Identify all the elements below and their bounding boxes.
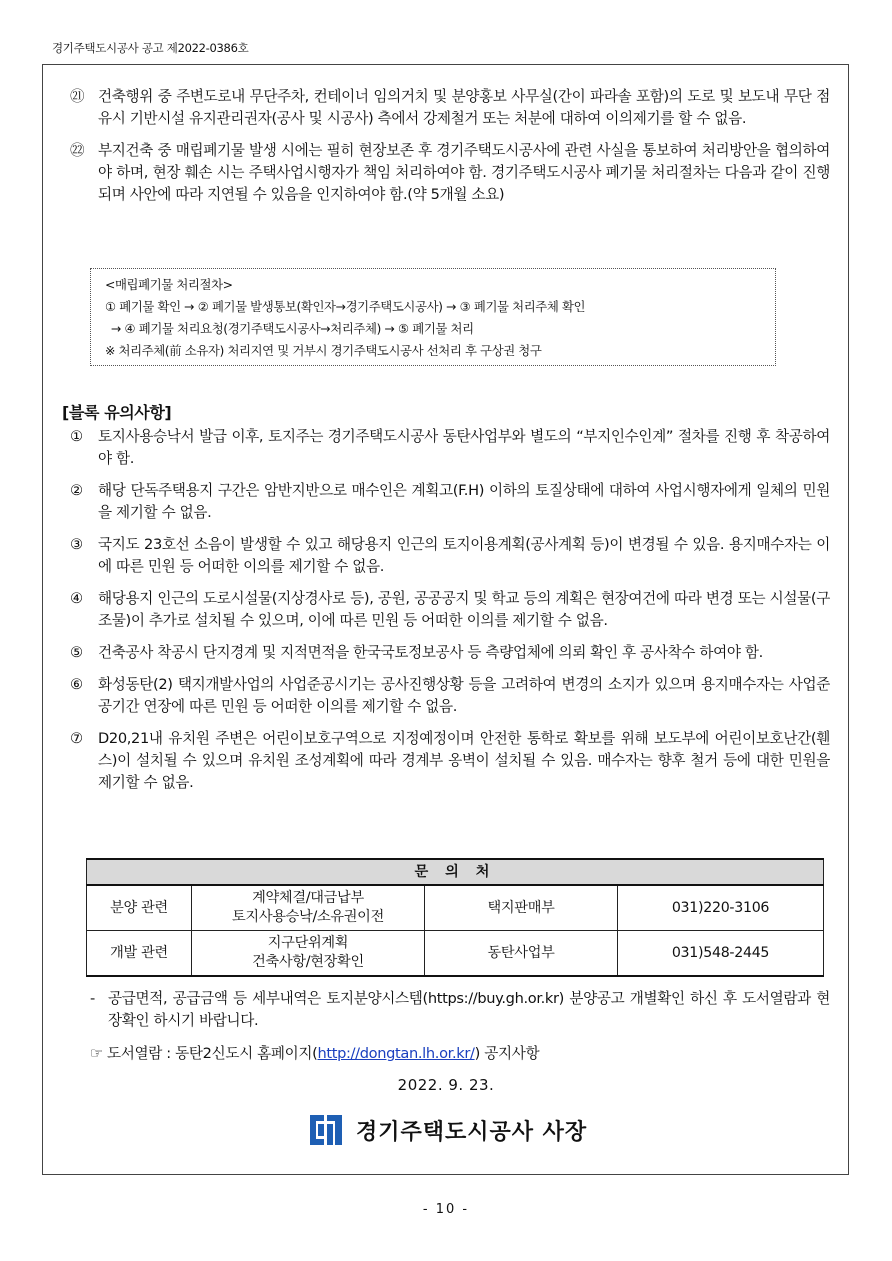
contact-phone: 031)220-3106 (618, 885, 824, 931)
contact-table (86, 858, 824, 977)
item-text: 건축공사 착공시 단지경계 및 지적면적을 한국국토정보공사 등 측량업체에 의뢰 확인 후 공사착수 하여야 함. (98, 644, 763, 661)
item-number: ㉒ (70, 142, 85, 159)
signature-text: 경기주택도시공사 사장 (356, 1119, 588, 1145)
notice-item (70, 140, 830, 206)
contact-category: 개발 관련 (87, 931, 192, 977)
footnote-dash: - (90, 990, 95, 1007)
waste-procedure-step-line: ① 폐기물 확인 → ② 폐기물 발생통보(확인자→경기주택도시공사) → ③ 폐기물 처리주체 확인 (105, 299, 586, 314)
list-item (70, 588, 830, 632)
viewing-notice (90, 1042, 539, 1063)
list-item (70, 480, 830, 524)
item-text: 부지건축 중 매립폐기물 발생 시에는 필히 현장보존 후 경기주택도시공사에 관련 사실을 통보하여 처리방안을 협의하여야 하며, 현장 훼손 시는 주택사업시행자가 책임 처리하여야 함. 경기주택도시공사 폐기물 처리절차는 다음과 같이 진행되며 사안에 따라 지연될 수 있음을 인지하여야 함.(약 5개월 소요) (98, 142, 830, 203)
item-number: ② (70, 482, 83, 499)
contact-duty-line: 건축사항/현장확인 (252, 954, 364, 970)
contact-duty-line: 지구단위계획 (267, 935, 349, 951)
item-text: 건축행위 중 주변도로내 무단주차, 컨테이너 임의거치 및 분양홍보 사무실(간이 파라솔 포함)의 도로 및 보도내 무단 점유시 기반시설 유지관리권자(공사 및 시공사) 측에서 강제철거 또는 처분에 대하여 이의제기를 할 수 없음. (98, 88, 830, 127)
section-title: [블록 유의사항] (62, 403, 172, 422)
waste-procedure-box (90, 268, 776, 366)
block-notice-list (70, 426, 830, 804)
item-text: 국지도 23호선 소음이 발생할 수 있고 해당용지 인근의 토지이용계획(공사계획 등)이 변경될 수 있음. 용지매수자는 이에 따른 민원 등 어떠한 이의를 제기할 수 없음. (98, 536, 830, 575)
table-row (87, 885, 824, 931)
footnote (90, 988, 830, 1032)
item-number: ⑥ (70, 676, 83, 693)
list-item (70, 642, 830, 664)
waste-procedure-title: <매립폐기물 처리절차> (105, 277, 233, 292)
document-header: 경기주택도시공사 공고 제2022-0386호 (52, 41, 249, 55)
contact-department: 택지판매부 (425, 885, 618, 931)
item-number: ⑤ (70, 644, 83, 661)
gh-logo-icon (308, 1112, 344, 1148)
notice-item (70, 86, 830, 130)
list-item (70, 426, 830, 470)
item-number: ③ (70, 536, 83, 553)
contact-category: 분양 관련 (87, 885, 192, 931)
item-text: 토지사용승낙서 발급 이후, 토지주는 경기주택도시공사 동탄사업부와 별도의 “부지인수인계” 절차를 진행 후 착공하여야 함. (98, 428, 830, 467)
list-item (70, 674, 830, 718)
item-number: ⑦ (70, 730, 83, 747)
list-item (70, 728, 830, 794)
item-number: ① (70, 428, 83, 445)
item-text: 해당 단독주택용지 구간은 암반지반으로 매수인은 계획고(F.H) 이하의 토질상태에 대하여 사업시행자에게 일체의 민원을 제기할 수 없음. (98, 482, 830, 521)
page-number: - 10 - (422, 1202, 470, 1217)
notice-date: 2022. 9. 23. (397, 1076, 495, 1094)
contact-duty (192, 931, 425, 977)
pointing-hand-icon: ☞ (90, 1045, 103, 1062)
viewing-suffix: ) 공지사항 (474, 1045, 540, 1062)
signature-block (308, 1112, 587, 1148)
contact-table-header: 문 의 처 (87, 859, 824, 885)
item-number: ④ (70, 590, 83, 607)
footnote-text: 공급면적, 공급금액 등 세부내역은 토지분양시스템(https://buy.gh.or.kr) 분양공고 개별확인 하신 후 도서열람과 현장확인 하시기 바랍니다. (108, 990, 830, 1029)
item-number: ㉑ (70, 88, 85, 105)
homepage-link[interactable]: http://dongtan.lh.or.kr/ (317, 1045, 475, 1062)
contact-duty-line: 계약체결/대금납부 (252, 890, 364, 906)
notice-list (70, 86, 830, 206)
waste-procedure-step-line: → ④ 폐기물 처리요청(경기주택도시공사→처리주체) → ⑤ 폐기물 처리 (111, 321, 474, 336)
contact-duty-line: 토지사용승낙/소유권이전 (232, 909, 384, 925)
waste-procedure-note: ※ 처리주체(前 소유자) 처리지연 및 거부시 경기주택도시공사 선처리 후 구상권 청구 (105, 343, 542, 358)
item-text: D20,21내 유치원 주변은 어린이보호구역으로 지정예정이며 안전한 통학로 확보를 위해 보도부에 어린이보호난간(휀스)이 설치될 수 있으며 유치원 조성계획에 따라 경계부 옹벽이 설치될 수 있음. 매수자는 향후 철거 등에 대한 민원을 제기할 수 없음. (98, 730, 830, 791)
viewing-prefix: 도서열람 : 동탄2신도시 홈페이지( (107, 1045, 318, 1062)
list-item (70, 534, 830, 578)
contact-department: 동탄사업부 (425, 931, 618, 977)
contact-phone: 031)548-2445 (618, 931, 824, 977)
contact-table-header-row (87, 859, 824, 885)
contact-duty (192, 885, 425, 931)
table-row (87, 931, 824, 977)
item-text: 해당용지 인근의 도로시설물(지상경사로 등), 공원, 공공공지 및 학교 등의 계획은 현장여건에 따라 변경 또는 시설물(구조물)이 추가로 설치될 수 있으며, 이에 따른 민원 등 어떠한 이의를 제기할 수 없음. (98, 590, 830, 629)
item-text: 화성동탄(2) 택지개발사업의 사업준공시기는 공사진행상황 등을 고려하여 변경의 소지가 있으며 용지매수자는 사업준공기간 연장에 따른 민원 등 어떠한 이의를 제기할 수 없음. (98, 676, 830, 715)
